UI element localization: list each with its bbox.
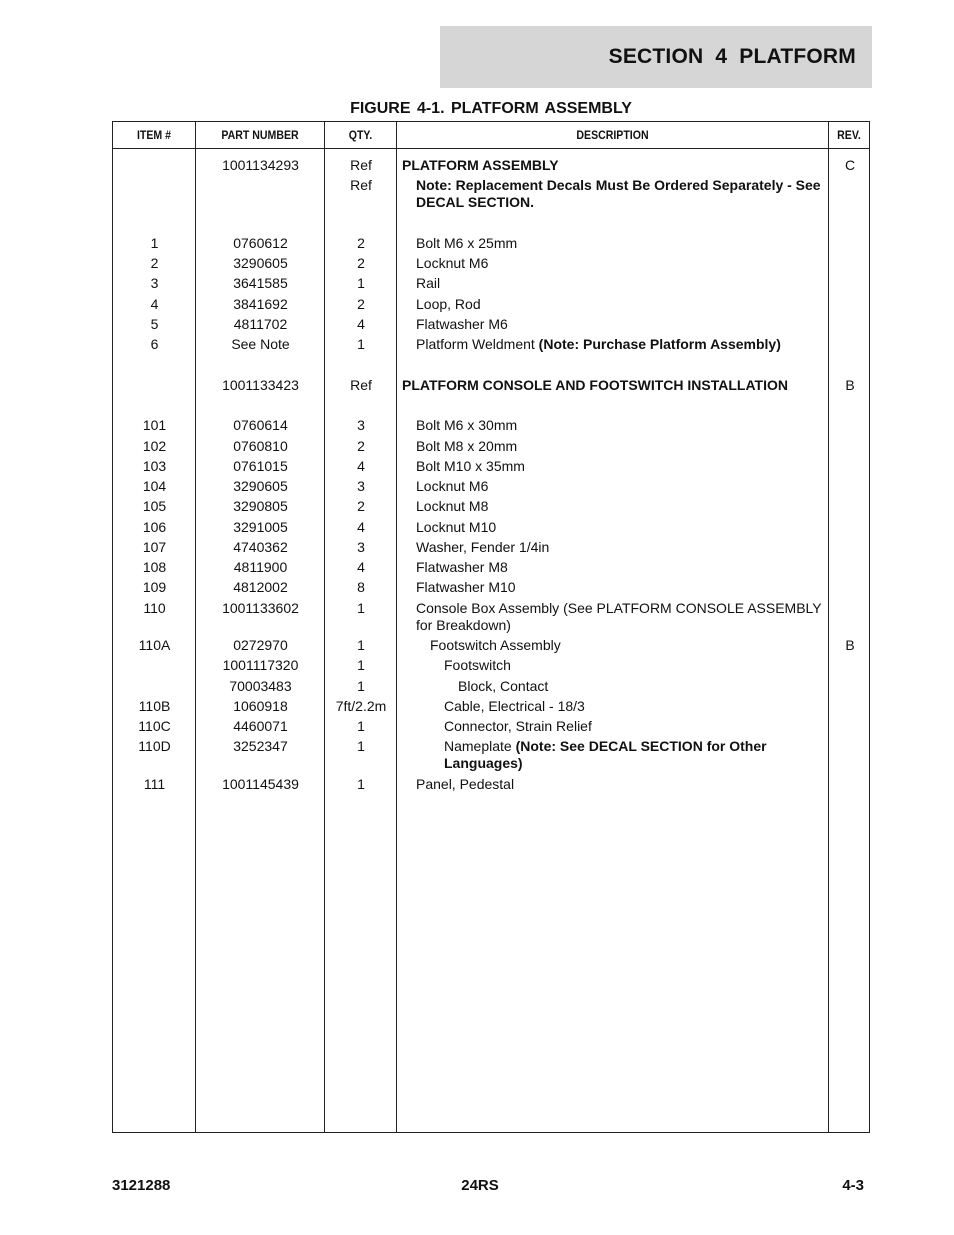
description-text: PLATFORM ASSEMBLY bbox=[402, 157, 559, 173]
description bbox=[416, 458, 822, 475]
description-note: Note: Replacement Decals Must Be Ordered Separately - See DECAL SECTION. bbox=[416, 177, 821, 210]
item-number: 110B bbox=[138, 698, 171, 714]
column-divider bbox=[828, 122, 829, 1132]
column-divider bbox=[195, 122, 196, 1132]
item-number: 110C bbox=[138, 718, 171, 734]
header-part-number: PART NUMBER bbox=[221, 128, 299, 142]
description-text: Locknut M8 bbox=[416, 498, 489, 514]
description bbox=[416, 235, 822, 252]
quantity: 1 bbox=[357, 657, 365, 673]
part-number: 3290805 bbox=[233, 498, 288, 514]
revision: B bbox=[845, 377, 855, 393]
part-number: 0761015 bbox=[233, 458, 288, 474]
description-text: Nameplate bbox=[444, 738, 516, 754]
header-description: DESCRIPTION bbox=[576, 128, 649, 142]
part-number: 4811702 bbox=[233, 316, 288, 332]
quantity: 3 bbox=[357, 539, 365, 555]
quantity: 1 bbox=[357, 678, 365, 694]
quantity: 1 bbox=[357, 600, 365, 616]
quantity: 1 bbox=[357, 738, 365, 754]
description bbox=[416, 776, 822, 793]
item-number: 103 bbox=[142, 458, 167, 474]
description-text: Cable, Electrical - 18/3 bbox=[444, 698, 585, 714]
description bbox=[416, 519, 822, 536]
description bbox=[416, 336, 822, 353]
part-number: 3252347 bbox=[233, 738, 288, 754]
description bbox=[416, 275, 822, 292]
part-number: 1060918 bbox=[233, 698, 288, 714]
quantity: 2 bbox=[357, 296, 365, 312]
description bbox=[444, 738, 822, 772]
item-number: 110A bbox=[138, 637, 171, 653]
item-number: 6 bbox=[150, 336, 159, 352]
quantity: 1 bbox=[357, 718, 365, 734]
description bbox=[430, 637, 822, 654]
quantity: 3 bbox=[357, 478, 365, 494]
description-text: Washer, Fender 1/4in bbox=[416, 539, 550, 555]
description bbox=[416, 498, 822, 515]
item-number: 109 bbox=[142, 579, 167, 595]
description bbox=[416, 438, 822, 455]
description bbox=[416, 600, 822, 634]
part-number: 1001133602 bbox=[222, 600, 299, 616]
description bbox=[402, 157, 822, 174]
section-banner bbox=[440, 26, 872, 88]
description bbox=[416, 559, 822, 576]
description bbox=[458, 678, 822, 695]
quantity: 7ft/2.2m bbox=[335, 698, 387, 714]
quantity: 2 bbox=[357, 498, 365, 514]
part-number: 3841692 bbox=[233, 296, 288, 312]
description-text: Footswitch bbox=[444, 657, 511, 673]
revision: C bbox=[844, 157, 856, 173]
item-number: 2 bbox=[150, 255, 159, 271]
description-text: PLATFORM CONSOLE AND FOOTSWITCH INSTALLATION bbox=[402, 377, 788, 393]
item-number: 110 bbox=[143, 600, 166, 616]
revision: B bbox=[845, 637, 855, 653]
item-number: 105 bbox=[142, 498, 167, 514]
description bbox=[416, 539, 822, 556]
parts-table bbox=[112, 121, 870, 1133]
part-number: 0760810 bbox=[233, 438, 288, 454]
quantity: 1 bbox=[357, 776, 365, 792]
part-number: 4740362 bbox=[233, 539, 288, 555]
description bbox=[416, 255, 822, 272]
description bbox=[416, 316, 822, 333]
quantity: 1 bbox=[357, 336, 365, 352]
description-text: Locknut M6 bbox=[416, 255, 489, 271]
header-qty: QTY. bbox=[348, 128, 373, 142]
part-number: 3291005 bbox=[233, 519, 288, 535]
part-number: 4460071 bbox=[233, 718, 288, 734]
description bbox=[444, 657, 822, 674]
part-number: See Note bbox=[231, 336, 290, 352]
description bbox=[402, 377, 822, 394]
quantity: 2 bbox=[357, 235, 365, 251]
part-number: 1001117320 bbox=[222, 657, 299, 673]
description-text: Flatwasher M6 bbox=[416, 316, 508, 332]
description-text: Flatwasher M10 bbox=[416, 579, 516, 595]
quantity: 1 bbox=[357, 275, 365, 291]
item-number: 108 bbox=[142, 559, 167, 575]
description-text: Bolt M6 x 25mm bbox=[416, 235, 518, 251]
part-number: 0760612 bbox=[233, 235, 288, 251]
quantity: 2 bbox=[357, 438, 365, 454]
quantity: 3 bbox=[357, 417, 365, 433]
description bbox=[416, 478, 822, 495]
description-text: Flatwasher M8 bbox=[416, 559, 508, 575]
part-number: 4811900 bbox=[233, 559, 288, 575]
item-number: 101 bbox=[142, 417, 167, 433]
item-number: 3 bbox=[150, 275, 159, 291]
quantity: 4 bbox=[357, 519, 365, 535]
description-text: Block, Contact bbox=[458, 678, 549, 694]
column-divider bbox=[324, 122, 325, 1132]
table-header bbox=[113, 122, 869, 149]
description-note: (Note: See DECAL SECTION for Other Languages) bbox=[444, 738, 767, 771]
item-number: 102 bbox=[142, 438, 167, 454]
header-item: ITEM # bbox=[136, 128, 172, 142]
part-number: 3290605 bbox=[233, 255, 288, 271]
description-text: Loop, Rod bbox=[416, 296, 481, 312]
part-number: 1001145439 bbox=[222, 776, 299, 792]
description-text: Platform Weldment bbox=[416, 336, 539, 352]
description bbox=[416, 417, 822, 434]
footer-doc-number: 3121288 bbox=[112, 1177, 171, 1194]
item-number: 104 bbox=[142, 478, 167, 494]
item-number: 106 bbox=[142, 519, 167, 535]
description-text: Footswitch Assembly bbox=[430, 637, 561, 653]
footer-model: 24RS bbox=[461, 1177, 499, 1194]
part-number: 1001133423 bbox=[222, 377, 299, 393]
part-number: 0760614 bbox=[233, 417, 288, 433]
section-title: SECTION 4 PLATFORM bbox=[608, 45, 856, 68]
part-number: 70003483 bbox=[229, 678, 292, 694]
quantity: 8 bbox=[357, 579, 365, 595]
quantity: Ref bbox=[350, 377, 372, 393]
part-number: 0272970 bbox=[233, 637, 288, 653]
quantity: Ref bbox=[350, 177, 372, 193]
part-number: 3641585 bbox=[233, 275, 288, 291]
part-number: 3290605 bbox=[233, 478, 288, 494]
description-text: Rail bbox=[416, 275, 441, 291]
description-text: Console Box Assembly (See PLATFORM CONSOLE ASSEMBLY for Breakdown) bbox=[416, 600, 822, 633]
footer-page-number: 4-3 bbox=[842, 1177, 864, 1194]
quantity: 4 bbox=[357, 316, 365, 332]
description-text: Locknut M10 bbox=[416, 519, 497, 535]
description-text: Bolt M10 x 35mm bbox=[416, 458, 525, 474]
description-text: Bolt M8 x 20mm bbox=[416, 438, 518, 454]
column-divider bbox=[396, 122, 397, 1132]
item-number: 110D bbox=[138, 738, 171, 754]
description bbox=[416, 296, 822, 313]
item-number: 107 bbox=[142, 539, 167, 555]
quantity: Ref bbox=[350, 157, 372, 173]
description-text: Connector, Strain Relief bbox=[444, 718, 592, 734]
item-number: 111 bbox=[143, 776, 166, 792]
description-text: Bolt M6 x 30mm bbox=[416, 417, 518, 433]
figure-title: FIGURE 4-1. PLATFORM ASSEMBLY bbox=[350, 100, 632, 117]
item-number: 1 bbox=[150, 235, 159, 251]
quantity: 1 bbox=[357, 637, 365, 653]
quantity: 4 bbox=[357, 458, 365, 474]
description bbox=[416, 579, 822, 596]
description bbox=[416, 177, 822, 211]
part-number: 4812002 bbox=[233, 579, 288, 595]
quantity: 2 bbox=[357, 255, 365, 271]
description-text: Locknut M6 bbox=[416, 478, 489, 494]
header-rev: REV. bbox=[837, 128, 861, 142]
description-note: (Note: Purchase Platform Assembly) bbox=[538, 336, 781, 352]
item-number: 4 bbox=[150, 296, 159, 312]
description bbox=[444, 698, 822, 715]
description bbox=[444, 718, 822, 735]
quantity: 4 bbox=[357, 559, 365, 575]
item-number: 5 bbox=[150, 316, 159, 332]
part-number: 1001134293 bbox=[222, 157, 299, 173]
description-text: Panel, Pedestal bbox=[416, 776, 515, 792]
